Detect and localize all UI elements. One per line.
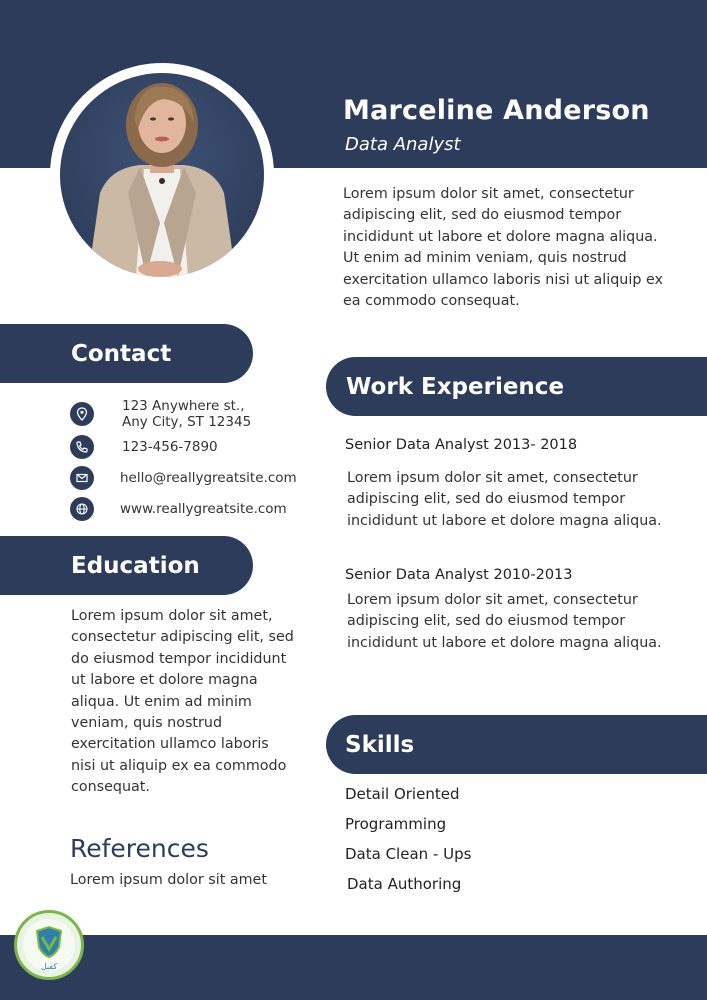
watermark-text: كفيل — [40, 962, 58, 971]
contact-section-header — [0, 324, 253, 383]
work-experience-section-header — [326, 357, 707, 416]
mail-icon — [70, 466, 94, 490]
phone-number: 123-456-7890 — [122, 439, 218, 455]
phone-icon — [70, 435, 94, 459]
skills-section-header — [326, 715, 707, 774]
location-pin-icon — [70, 402, 94, 426]
candidate-name: Marceline Anderson — [343, 95, 650, 126]
footer-band — [0, 935, 707, 1000]
watermark-logo — [14, 910, 84, 980]
skill-item: Programming — [345, 815, 447, 833]
skill-item: Detail Oriented — [345, 785, 460, 803]
job-description: Lorem ipsum dolor sit amet, consectetur adipiscing elit, sed do eiusmod tempor incididunt ut labore et dolore magna aliqua. — [347, 470, 662, 529]
references-text: Lorem ipsum dolor sit amet — [70, 872, 267, 888]
job-title: Senior Data Analyst 2013- 2018 — [345, 437, 578, 453]
skill-item: Data Clean - Ups — [345, 845, 472, 863]
education-title: Education — [71, 552, 200, 579]
candidate-role: Data Analyst — [345, 134, 461, 155]
contact-website — [70, 497, 287, 521]
profile-summary: Lorem ipsum dolor sit amet, consectetur adipiscing elit, sed do eiusmod tempor incididunt ut labore et dolore magna aliqua. Ut enim ad minim veniam, quis nostrud exercitation ullamco laboris nisi ut aliquip ex ea commodo consequat. — [343, 186, 663, 310]
profile-photo — [60, 73, 264, 277]
education-section-header — [0, 536, 253, 595]
skill-item: Data Authoring — [347, 875, 462, 893]
globe-icon — [70, 497, 94, 521]
address-line-1: 123 Anywhere st., — [122, 398, 245, 414]
website-link[interactable]: www.reallygreatsite.com — [120, 501, 287, 517]
contact-title: Contact — [71, 340, 172, 367]
references-title: References — [70, 834, 209, 863]
job-title: Senior Data Analyst 2010-2013 — [345, 567, 573, 583]
contact-address — [70, 398, 251, 430]
address-line-2: Any City, ST 12345 — [122, 414, 252, 430]
job-description: Lorem ipsum dolor sit amet, consectetur adipiscing elit, sed do eiusmod tempor incididunt ut labore et dolore magna aliqua. — [347, 592, 662, 651]
contact-email — [70, 466, 297, 490]
contact-phone — [70, 435, 218, 459]
email-link[interactable]: hello@reallygreatsite.com — [120, 470, 297, 486]
skills-title: Skills — [345, 731, 415, 758]
work-experience-title: Work Experience — [346, 373, 565, 400]
education-text: Lorem ipsum dolor sit amet, consectetur adipiscing elit, sed do eiusmod tempor incididunt ut labore et dolore magna aliqua. Ut enim ad minim veniam, quis nostrud exercitation ullamco laboris nisi ut aliquip ex ea commodo consequat. — [71, 608, 294, 796]
